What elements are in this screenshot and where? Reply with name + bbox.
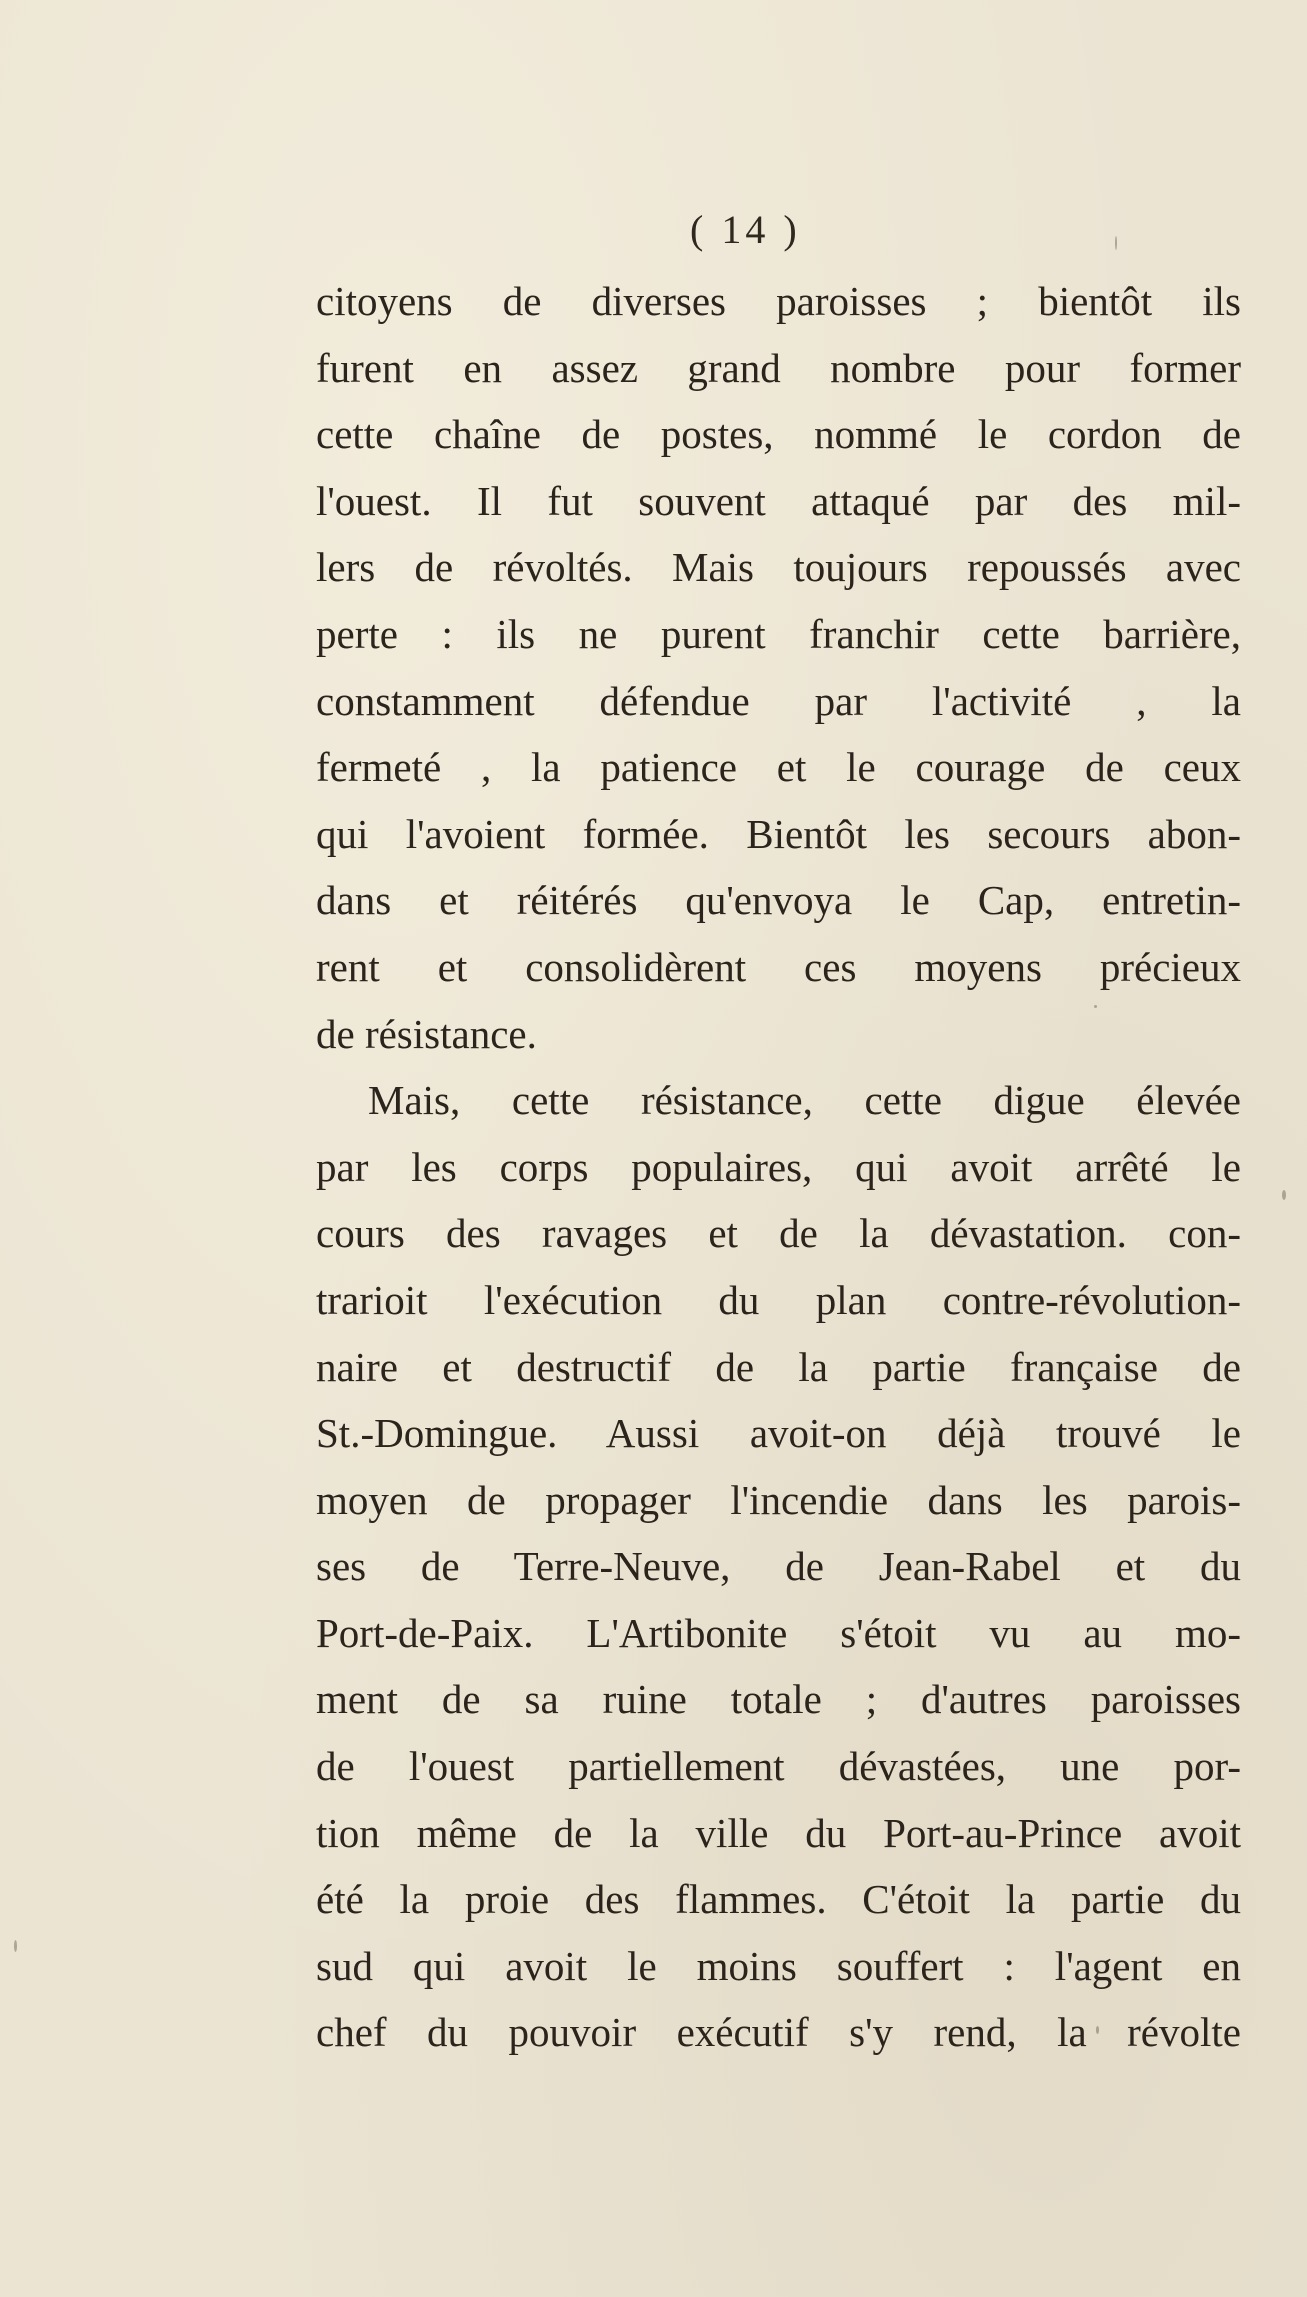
paragraph-2	[316, 1067, 1241, 2066]
text-line: lers de révoltés. Mais toujours repoussés avec	[316, 544, 1241, 591]
text-line: tion même de la ville du Port-au-Prince avoit	[316, 1809, 1241, 1856]
paragraph-1	[316, 268, 1241, 1067]
text-line: cours des ravages et de la dévastation. con-	[316, 1210, 1241, 1257]
text-line: sud qui avoit le moins souffert : l'agent en	[316, 1942, 1241, 1989]
paper-speck	[1096, 2026, 1099, 2034]
text-line: qui l'avoient formée. Bientôt les secours abon-	[316, 810, 1241, 857]
text-line: par les corps populaires, qui avoit arrêté le	[316, 1143, 1241, 1190]
paper-speck	[1282, 1190, 1286, 1200]
text-line: citoyens de diverses paroisses ; bientôt ils	[316, 278, 1241, 324]
text-line: moyen de propager l'incendie dans les parois-	[316, 1476, 1241, 1523]
text-line: St.-Domingue. Aussi avoit-on déjà trouvé le	[316, 1410, 1241, 1457]
text-line: Mais, cette résistance, cette digue élevée	[368, 1077, 1241, 1124]
text-line: constamment défendue par l'activité , la	[316, 677, 1241, 724]
text-line: rent et consolidèrent ces moyens précieux	[316, 943, 1241, 990]
text-line: l'ouest. Il fut souvent attaqué par des mil-	[316, 477, 1241, 524]
text-line: chef du pouvoir exécutif s'y rend, la révolte	[316, 2009, 1241, 2056]
text-line: été la proie des flammes. C'étoit la partie du	[316, 1876, 1241, 1923]
text-line: perte : ils ne purent franchir cette barrière,	[316, 610, 1241, 657]
text-line: cette chaîne de postes, nommé le cordon de	[316, 411, 1241, 458]
paper-speck	[1094, 1005, 1097, 1008]
text-line: furent en assez grand nombre pour former	[316, 344, 1241, 391]
text-line: ses de Terre-Neuve, de Jean-Rabel et du	[316, 1543, 1241, 1590]
text-line: ment de sa ruine totale ; d'autres paroisses	[316, 1676, 1241, 1723]
text-line: de résistance.	[316, 1010, 537, 1057]
text-line: de l'ouest partiellement dévastées, une por-	[316, 1743, 1241, 1790]
paper-speck	[1115, 236, 1117, 250]
text-line: Port-de-Paix. L'Artibonite s'étoit vu au mo-	[316, 1609, 1241, 1656]
text-line: trarioit l'exécution du plan contre-révolution-	[316, 1276, 1241, 1323]
page-number: ( 14 )	[690, 207, 801, 252]
text-line: fermeté , la patience et le courage de ceux	[316, 744, 1241, 791]
body-text	[316, 268, 1241, 2066]
text-line: naire et destructif de la partie française de	[316, 1343, 1241, 1390]
paper-speck	[14, 1940, 17, 1952]
text-line: dans et réitérés qu'envoya le Cap, entretin-	[316, 877, 1241, 924]
